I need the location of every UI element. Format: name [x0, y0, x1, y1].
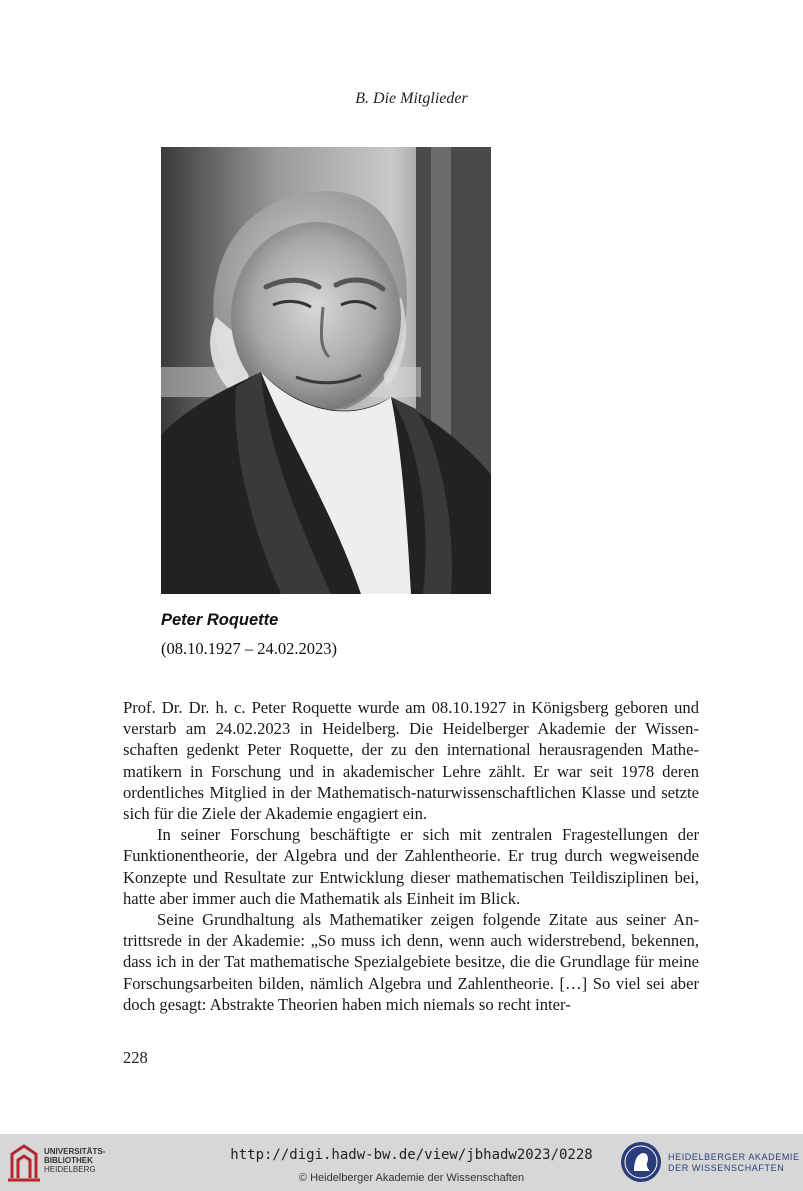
library-logo-line: UNIVERSITÄTS-	[44, 1147, 106, 1156]
library-logo-line: HEIDELBERG	[44, 1165, 96, 1174]
copyright-notice: © Heidelberger Akademie der Wissenschaften	[298, 1172, 525, 1184]
academy-seal-icon	[620, 1141, 662, 1183]
caption-name: Peter Roquette	[161, 611, 279, 629]
running-head: B. Die Mitglieder	[355, 90, 468, 107]
academy-logo[interactable]	[620, 1141, 800, 1185]
academy-logo-line: HEIDELBERGER AKADEMIE	[668, 1152, 800, 1162]
permalink-url[interactable]: http://digi.hadw-bw.de/view/jbhadw2023/0228	[230, 1147, 593, 1163]
obituary-body	[123, 697, 699, 1015]
paragraph: Seine Grundhaltung als Mathematiker zeigen folgende Zitate aus seiner Antrittsrede in der Akademie: „So muss ich denn, wenn auch widerstrebend, bekennen, dass ich in der Tat mathematische Spezialgebiete besitze, die die Grundlage für meine Forschungsarbeiten bilden, nämlich Algebra und Zahlentheorie. […] So viel sei aber doch gesagt: Abstrakte Theorien haben mich niemals so recht inter-	[123, 910, 699, 1014]
page-number: 228	[123, 1048, 148, 1067]
paragraph: Prof. Dr. Dr. h. c. Peter Roquette wurde am 08.10.1927 in Königsberg geboren und verstarb am 24.02.2023 in Heidelberg. Die Heidelberger Akademie der Wissenschaften gedenkt Peter Roquette, der zu den international herausragenden Mathematikern in Forschung und in akademischer Lehre zählt. Er war seit 1978 deren ordentliches Mitglied in der Mathematisch-naturwissenschaftlichen Klasse und setzte sich für die Ziele der Akademie engagiert ein.	[123, 698, 699, 824]
library-logo-line: BIBLIOTHEK	[44, 1156, 93, 1165]
viewer-footer	[0, 1134, 803, 1191]
caption-dates: (08.10.1927 – 24.02.2023)	[161, 639, 337, 658]
paragraph: In seiner Forschung beschäftigte er sich mit zentralen Fragestellungen der Funktionentheorie, der Algebra und der Zahlentheorie. Er trug durch wegweisende Konzepte und Resultate zur Entwicklung dieser mathematischen Teildisziplinen bei, hatte aber immer auch die Mathematik als Einheit im Blick.	[123, 825, 699, 908]
portrait-photo	[161, 147, 491, 594]
academy-logo-line: DER WISSENSCHAFTEN	[668, 1163, 785, 1173]
